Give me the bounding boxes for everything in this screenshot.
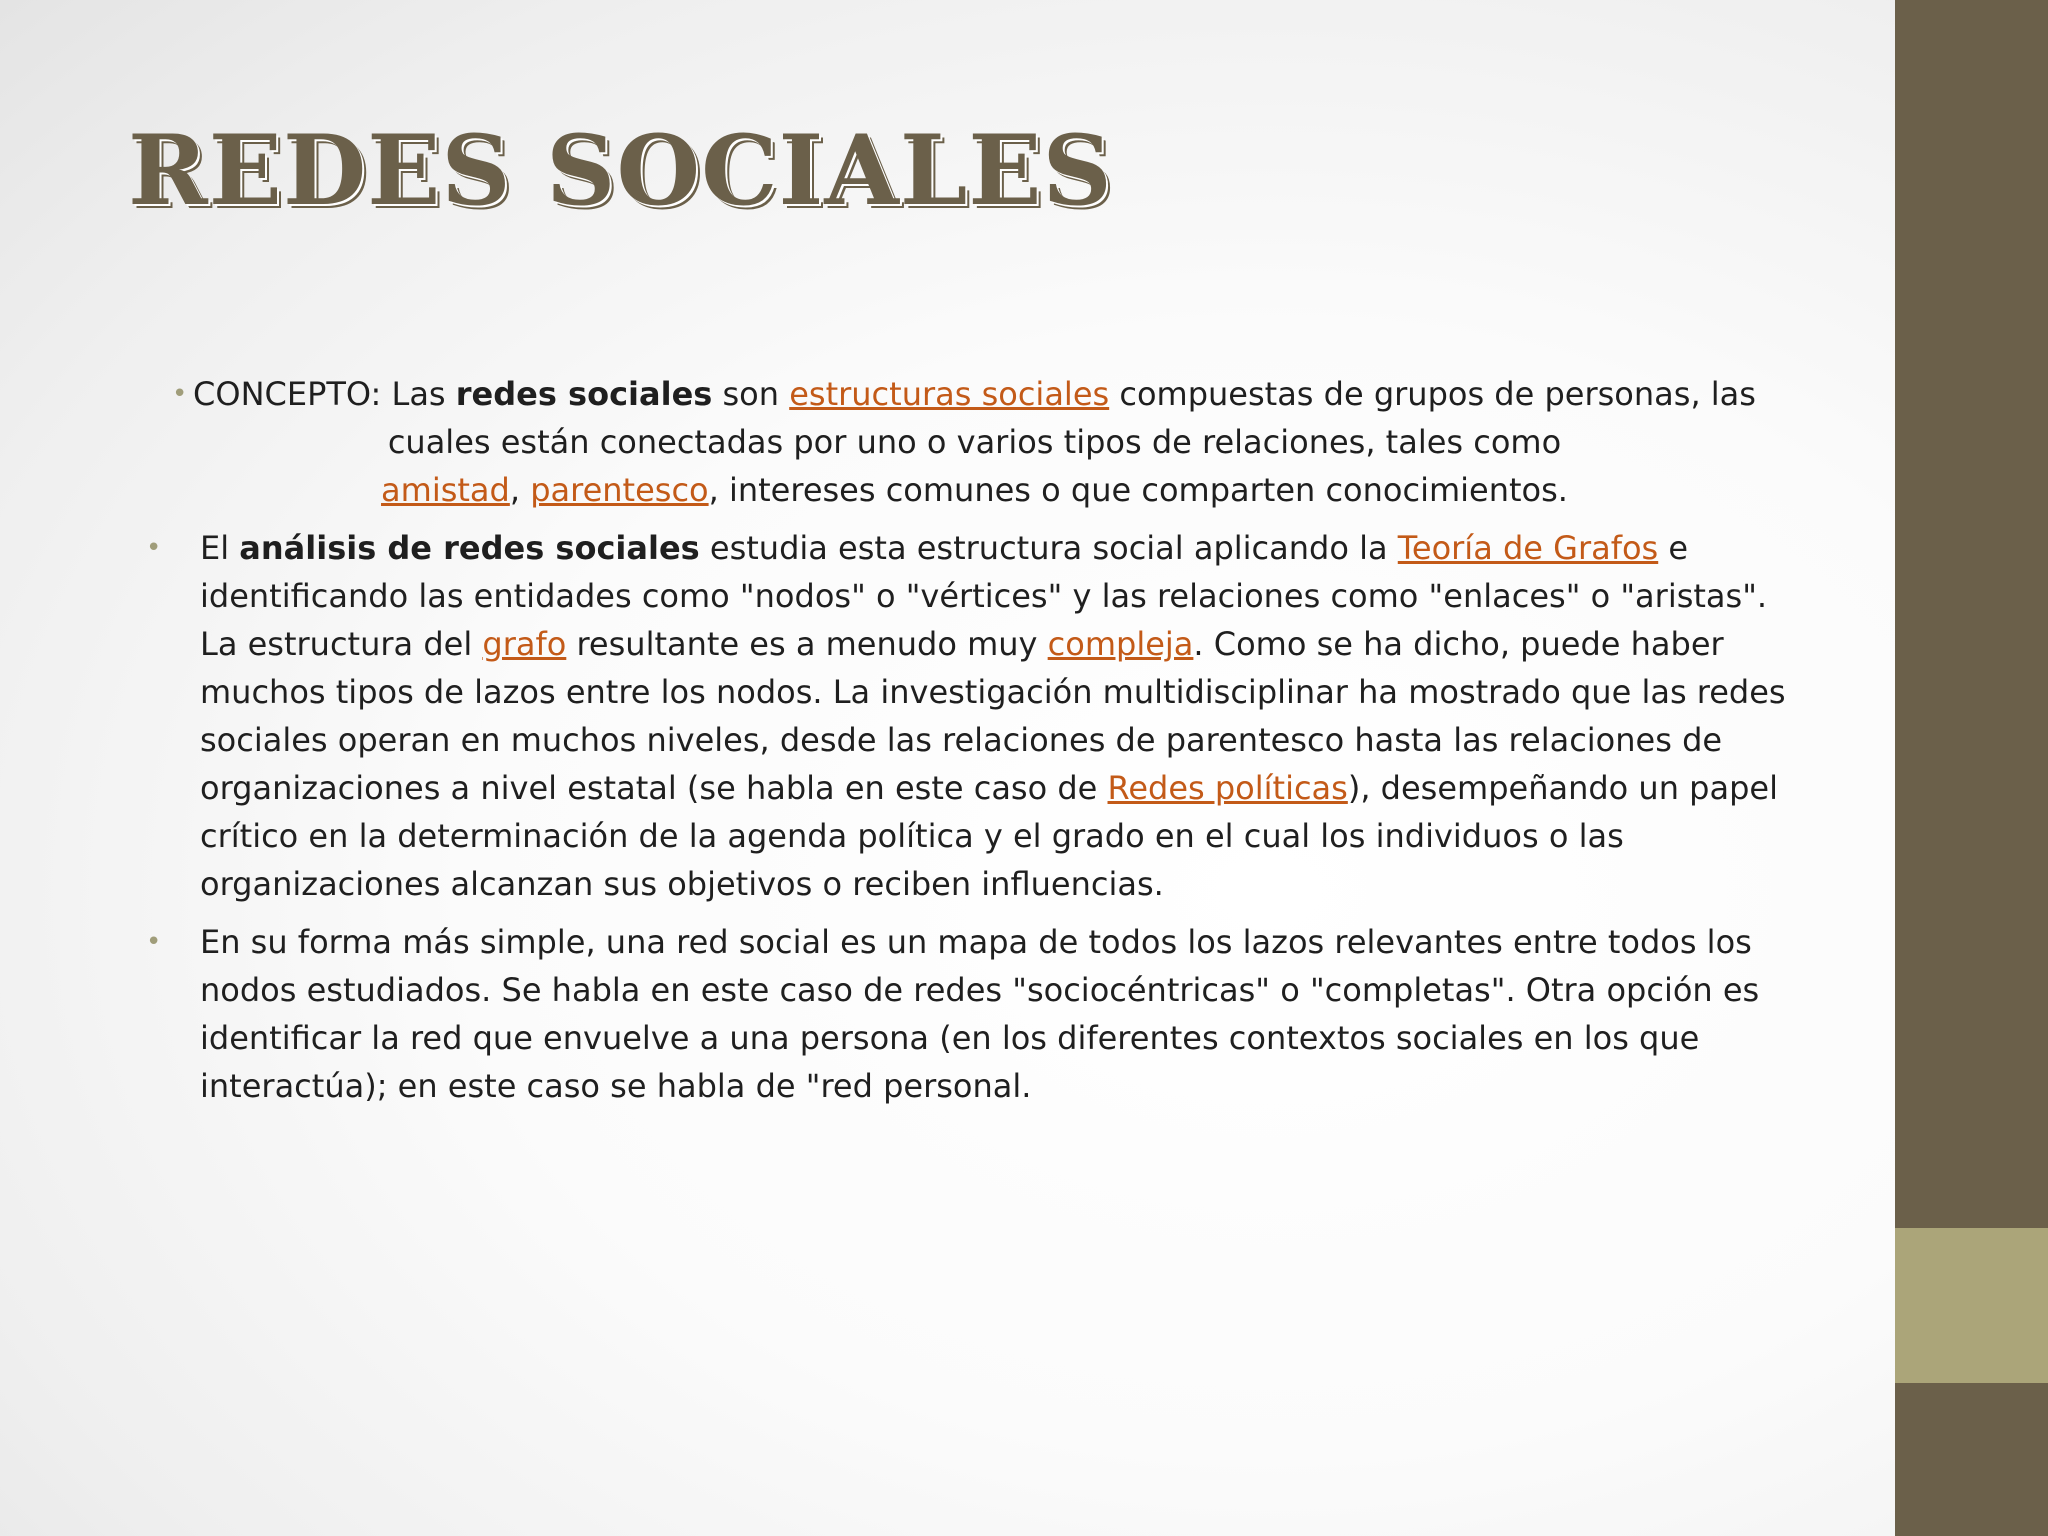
link-amistad[interactable]: amistad xyxy=(381,471,510,509)
link-redes-politicas[interactable]: Redes políticas xyxy=(1107,769,1348,807)
bullet-text: resultante es a menudo muy xyxy=(566,625,1048,663)
link-estructuras-sociales[interactable]: estructuras sociales xyxy=(789,375,1110,413)
bold-term: análisis de redes sociales xyxy=(239,529,700,567)
bullet-text: , xyxy=(509,471,531,509)
bullet-icon: • xyxy=(172,379,188,409)
bullet-text: ), desempeñando un papel crítico en la determinación de la agenda política y el grado en el cual los individuos o las organizaciones alcanzan sus objetivos o reciben influencias. xyxy=(200,769,1778,903)
link-teoria-de-grafos[interactable]: Teoría de Grafos xyxy=(1397,529,1659,567)
link-grafo[interactable]: grafo xyxy=(482,625,567,663)
bullet-text: e identificando las entidades como "nodos" o "vértices" y las relaciones como "enlaces" o "aristas". La estructura del xyxy=(200,529,1768,663)
bullet-icon: • xyxy=(146,927,162,957)
slide-title: REDES SOCIALES xyxy=(128,114,1113,227)
bullet-text: , intereses comunes o que comparten conocimientos. xyxy=(708,471,1568,509)
bullet-text: estudia esta estructura social aplicando la xyxy=(699,529,1398,567)
bullet-text: son xyxy=(712,375,790,413)
bullet-text: El xyxy=(200,529,240,567)
bullet-text: En su forma más simple, una red social es un mapa de todos los lazos relevantes entre todos los nodos estudiados. Se habla en este caso de redes "sociocéntricas" o "completas". Otra opción es identificar la red que envuelve a una persona (en los diferentes contextos sociales en los que interactúa); en este caso se habla de "red personal. xyxy=(200,923,1760,1105)
bullet-forma-simple xyxy=(142,918,1787,1110)
bold-term: redes sociales xyxy=(455,375,713,413)
bullet-analisis xyxy=(142,524,1787,908)
bullet-concepto xyxy=(142,370,1787,514)
link-compleja[interactable]: compleja xyxy=(1047,625,1194,663)
bullet-text: compuestas de grupos de personas, las cuales están conectadas por uno o varios tipos de relaciones, tales como xyxy=(387,375,1756,461)
slide-content xyxy=(142,370,1787,1120)
sidebar-accent-block xyxy=(1895,1228,2048,1383)
bullet-icon: • xyxy=(146,533,162,563)
bullet-text: . Como se ha dicho, puede haber muchos tipos de lazos entre los nodos. La investigación multidisciplinar ha mostrado que las redes sociales operan en muchos niveles, desde las relaciones de parentesco hasta las relaciones de organizaciones a nivel estatal (se habla en este caso de xyxy=(200,625,1786,807)
bullet-text: CONCEPTO: Las xyxy=(193,375,456,413)
link-parentesco[interactable]: parentesco xyxy=(530,471,709,509)
